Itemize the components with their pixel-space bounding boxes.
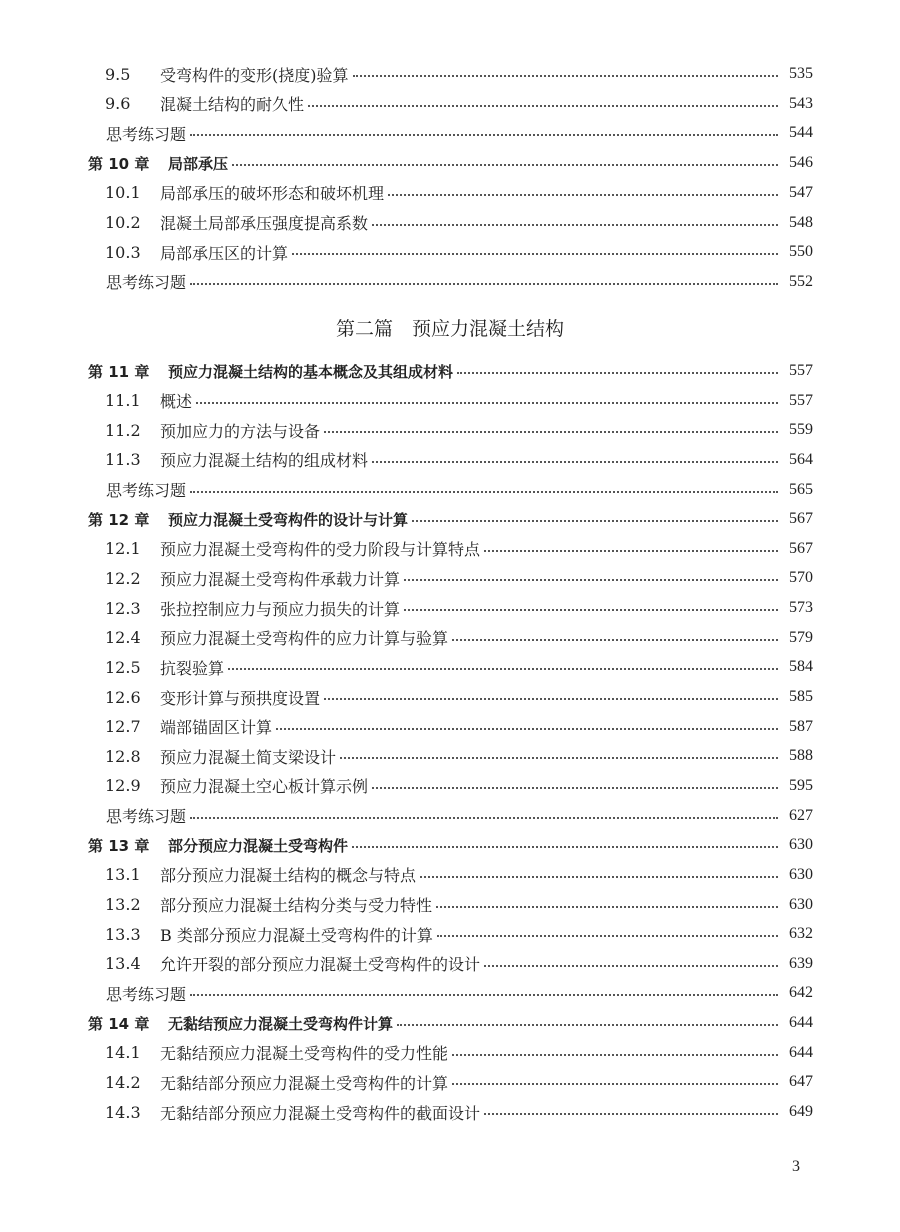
entry-number: 10.2 xyxy=(105,213,141,232)
entry-number: 9.6 xyxy=(105,94,131,114)
dot-leader xyxy=(412,520,778,522)
entry-number: 11.3 xyxy=(105,450,141,470)
entry-title: 思考练习题 xyxy=(106,124,187,144)
entry-title: 思考练习题 xyxy=(106,481,187,501)
toc-chapter-entry[interactable] xyxy=(0,507,900,531)
entry-page-number: 579 xyxy=(789,628,813,646)
entry-page-number: 567 xyxy=(789,510,813,528)
toc-section-entry[interactable] xyxy=(0,952,900,976)
entry-title: 张拉控制应力与预应力损失的计算 xyxy=(160,599,401,619)
entry-number: 12.8 xyxy=(105,746,141,766)
toc-section-entry[interactable] xyxy=(0,1100,900,1124)
entry-number: 11.2 xyxy=(105,420,141,440)
entry-page-number: 535 xyxy=(789,65,813,82)
entry-page-number: 559 xyxy=(789,421,813,439)
entry-number: 9.5 xyxy=(105,64,131,84)
entry-title: 部分预应力混凝土结构分类与受力特性 xyxy=(160,896,433,916)
entry-page-number: 630 xyxy=(789,895,813,913)
dot-leader xyxy=(324,431,778,433)
dot-leader xyxy=(190,134,778,136)
toc-section-entry[interactable] xyxy=(0,685,900,709)
toc-section-entry[interactable] xyxy=(0,92,900,116)
dot-leader xyxy=(452,639,778,641)
entry-title: 无黏结部分预应力混凝土受弯构件的截面设计 xyxy=(160,1103,481,1123)
entry-title: 预应力混凝土结构的基本概念及其组成材料 xyxy=(168,362,454,381)
entry-title: 混凝土结构的耐久性 xyxy=(160,95,305,115)
dot-leader xyxy=(452,1054,778,1056)
entry-page-number: 548 xyxy=(789,213,813,231)
dot-leader xyxy=(457,372,778,374)
entry-page-number: 557 xyxy=(789,391,813,409)
entry-page-number: 632 xyxy=(789,925,813,943)
toc-exercise-entry[interactable] xyxy=(0,478,900,502)
dot-leader xyxy=(452,1083,778,1085)
entry-number: 13.1 xyxy=(105,865,141,885)
dot-leader xyxy=(353,75,778,77)
entry-page-number: 649 xyxy=(789,1103,813,1120)
entry-title: 抗裂验算 xyxy=(160,658,225,678)
entry-page-number: 543 xyxy=(789,94,813,112)
entry-page-number: 573 xyxy=(789,599,813,617)
dot-leader xyxy=(196,402,778,404)
dot-leader xyxy=(437,935,778,937)
entry-page-number: 567 xyxy=(789,539,813,557)
dot-leader xyxy=(190,283,778,285)
entry-number: 14.2 xyxy=(105,1072,141,1092)
toc-section-entry[interactable] xyxy=(0,448,900,472)
entry-title: 思考练习题 xyxy=(106,984,187,1004)
entry-number: 第 10 章 xyxy=(88,154,150,173)
entry-title: 预应力混凝土受弯构件的受力阶段与计算特点 xyxy=(160,540,481,560)
entry-title: 混凝土局部承压强度提高系数 xyxy=(160,214,369,233)
dot-leader xyxy=(352,846,778,848)
toc-chapter-entry[interactable] xyxy=(0,1011,900,1035)
dot-leader xyxy=(484,550,778,552)
toc-section-entry[interactable] xyxy=(0,389,900,413)
entry-number: 12.2 xyxy=(105,568,141,588)
part-heading: 第二篇 预应力混凝土结构 xyxy=(335,318,564,340)
toc-section-entry[interactable] xyxy=(0,893,900,917)
entry-title: 受弯构件的变形(挠度)验算 xyxy=(160,65,349,85)
entry-number: 第 11 章 xyxy=(88,362,150,381)
entry-page-number: 547 xyxy=(789,183,813,201)
dot-leader xyxy=(420,876,778,878)
entry-number: 12.7 xyxy=(105,717,141,737)
dot-leader xyxy=(404,609,778,611)
entry-title: 概述 xyxy=(160,392,193,412)
entry-page-number: 647 xyxy=(789,1073,813,1091)
entry-title: 局部承压 xyxy=(168,154,229,173)
dot-leader xyxy=(372,461,778,463)
dot-leader xyxy=(228,668,778,670)
entry-number: 12.5 xyxy=(105,657,141,677)
toc-chapter-entry[interactable] xyxy=(0,359,900,383)
dot-leader xyxy=(190,491,778,493)
entry-number: 13.4 xyxy=(105,954,141,974)
entry-page-number: 630 xyxy=(789,865,813,883)
entry-page-number: 584 xyxy=(789,658,813,676)
entry-title: 部分预应力混凝土结构的概念与特点 xyxy=(160,866,417,886)
toc-section-entry[interactable] xyxy=(0,240,900,264)
entry-title: 预应力混凝土空心板计算示例 xyxy=(160,777,369,797)
entry-number: 第 13 章 xyxy=(88,836,150,855)
toc-section-entry[interactable] xyxy=(0,418,900,442)
entry-number: 12.1 xyxy=(105,539,141,559)
dot-leader xyxy=(232,164,778,166)
toc-section-entry[interactable] xyxy=(0,655,900,679)
toc-section-entry[interactable] xyxy=(0,566,900,590)
entry-number: 12.3 xyxy=(105,598,141,618)
dot-leader xyxy=(404,579,778,581)
toc-section-entry[interactable] xyxy=(0,1041,900,1065)
toc-exercise-entry[interactable] xyxy=(0,121,900,145)
toc-chapter-entry[interactable] xyxy=(0,151,900,175)
entry-number: 10.1 xyxy=(105,183,141,203)
entry-page-number: 544 xyxy=(789,124,813,142)
dot-leader xyxy=(324,698,778,700)
dot-leader xyxy=(276,728,778,730)
entry-title: 无黏结部分预应力混凝土受弯构件的计算 xyxy=(160,1073,449,1093)
dot-leader xyxy=(397,1024,778,1026)
entry-page-number: 564 xyxy=(789,450,813,468)
toc-exercise-entry[interactable] xyxy=(0,270,900,294)
entry-title: 预应力混凝土受弯构件承载力计算 xyxy=(160,569,401,589)
entry-page-number: 627 xyxy=(789,806,813,824)
entry-page-number: 565 xyxy=(789,480,813,498)
entry-number: 12.9 xyxy=(105,776,141,796)
entry-title: 端部锚固区计算 xyxy=(160,718,273,738)
entry-title: 预应力混凝土受弯构件的设计与计算 xyxy=(168,510,409,529)
toc-section-entry[interactable] xyxy=(0,1070,900,1094)
entry-page-number: 550 xyxy=(789,243,813,261)
toc-section-entry[interactable] xyxy=(0,181,900,205)
entry-number: 第 12 章 xyxy=(88,510,150,529)
entry-title: 部分预应力混凝土受弯构件 xyxy=(168,836,349,855)
toc-section-entry[interactable] xyxy=(0,537,900,561)
dot-leader xyxy=(292,253,778,255)
toc-chapter-entry[interactable] xyxy=(0,833,900,857)
entry-title: 允许开裂的部分预应力混凝土受弯构件的设计 xyxy=(160,955,481,975)
entry-number: 12.4 xyxy=(105,628,141,648)
entry-title: 思考练习题 xyxy=(106,807,187,827)
dot-leader xyxy=(484,965,778,967)
entry-number: 10.3 xyxy=(105,242,141,262)
entry-title: 无黏结预应力混凝土受弯构件计算 xyxy=(168,1014,394,1033)
entry-number: 14.1 xyxy=(105,1043,141,1063)
entry-number: 11.1 xyxy=(105,391,141,411)
entry-page-number: 642 xyxy=(789,984,813,1002)
toc-exercise-entry[interactable] xyxy=(0,804,900,828)
entry-page-number: 557 xyxy=(789,362,813,379)
dot-leader xyxy=(340,757,778,759)
toc-section-entry[interactable] xyxy=(0,863,900,887)
entry-title: 变形计算与预拱度设置 xyxy=(160,688,321,708)
dot-leader xyxy=(190,817,778,819)
toc-exercise-entry[interactable] xyxy=(0,981,900,1005)
entry-number: 14.3 xyxy=(105,1102,141,1122)
toc-section-entry[interactable] xyxy=(0,62,900,86)
entry-page-number: 595 xyxy=(789,776,813,794)
dot-leader xyxy=(372,787,778,789)
entry-title: 预加应力的方法与设备 xyxy=(160,421,321,441)
entry-title: 预应力混凝土简支梁设计 xyxy=(160,747,337,767)
entry-page-number: 587 xyxy=(789,717,813,735)
entry-page-number: 585 xyxy=(789,688,813,706)
dot-leader xyxy=(436,906,778,908)
entry-page-number: 552 xyxy=(789,272,813,290)
entry-title: 预应力混凝土受弯构件的应力计算与验算 xyxy=(160,629,449,649)
dot-leader xyxy=(190,994,778,996)
toc-section-entry[interactable] xyxy=(0,922,900,946)
entry-title: 局部承压的破坏形态和破坏机理 xyxy=(160,184,385,204)
entry-page-number: 630 xyxy=(789,836,813,854)
dot-leader xyxy=(388,194,778,196)
dot-leader xyxy=(484,1113,778,1115)
toc-section-entry[interactable] xyxy=(0,774,900,798)
entry-page-number: 639 xyxy=(789,954,813,972)
toc-section-entry[interactable] xyxy=(0,211,900,235)
entry-number: 12.6 xyxy=(105,687,141,707)
entry-page-number: 546 xyxy=(789,154,813,172)
entry-title: 局部承压区的计算 xyxy=(160,243,289,263)
dot-leader xyxy=(308,105,778,107)
dot-leader xyxy=(372,224,778,226)
entry-number: 13.3 xyxy=(105,924,141,944)
entry-title: 无黏结预应力混凝土受弯构件的受力性能 xyxy=(160,1044,449,1064)
entry-title: 预应力混凝土结构的组成材料 xyxy=(160,451,369,471)
entry-page-number: 588 xyxy=(789,747,813,765)
entry-page-number: 570 xyxy=(789,569,813,587)
entry-number: 第 14 章 xyxy=(88,1014,150,1033)
entry-page-number: 644 xyxy=(789,1043,813,1061)
toc-section-entry[interactable] xyxy=(0,596,900,620)
toc-section-entry[interactable] xyxy=(0,715,900,739)
entry-page-number: 644 xyxy=(789,1014,813,1032)
page-number: 3 xyxy=(792,1158,800,1175)
toc-section-entry[interactable] xyxy=(0,744,900,768)
entry-title: 思考练习题 xyxy=(106,273,187,293)
entry-title: B 类部分预应力混凝土受弯构件的计算 xyxy=(160,925,433,945)
toc-section-entry[interactable] xyxy=(0,626,900,650)
entry-number: 13.2 xyxy=(105,895,141,915)
